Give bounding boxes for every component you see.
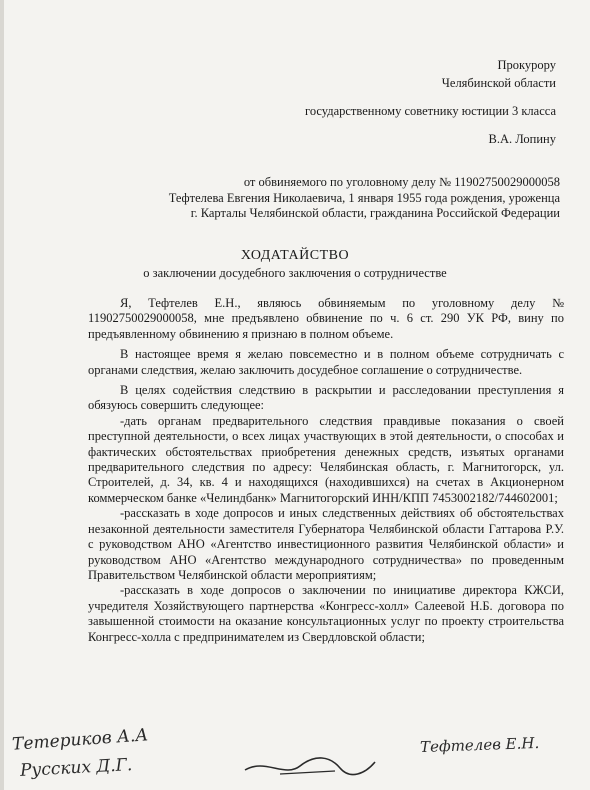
signature-2: Русских Д.Г. [19, 755, 133, 781]
addressee-block [305, 56, 556, 148]
list-item: -рассказать в ходе допросов о заключении по инициативе директора КЖСИ, учредителя Хозяйствующего партнерства «Конгресс-холл» Салеевой Н.Б. договора по завышенной стоимости на оказание консультационных услуг по проекту строительства Конгресс-холла с предпринимателем из Свердловской области; [88, 583, 564, 644]
signature-1: Тетериков А.А [11, 725, 149, 755]
paragraph: В настоящее время я желаю повсеместно и в полном объеме сотрудничать с органами следствия, желаю заключить досудебное соглашение о сотрудничестве. [88, 347, 564, 377]
addressee-line-4: В.А. Лопину [488, 132, 556, 146]
document-subtitle: о заключении досудебного заключения о сотрудничестве [143, 266, 447, 280]
scan-edge [0, 0, 4, 790]
addressee-line-2: Челябинской области [441, 76, 556, 90]
sender-block [110, 175, 560, 222]
sender-line-2: Тефтелева Евгения Николаевича, 1 января 1955 года рождения, уроженца [168, 190, 560, 205]
addressee-line-3: государственному советнику юстиции 3 класса [305, 104, 556, 118]
document-body [88, 296, 564, 650]
list-item: -дать органам предварительного следствия правдивые показания о своей преступной деятельности, о всех лицах участвующих в этой деятельности, о способах и фактических обстоятельствах приобретения денежных средств, изъятых органами предварительного следствия по адресу: Челябинская область, г. Магнитогорск, ул. Строителей, д. 34, кв. 4 и находящихся (находившихся) на счетах в Акционерном коммерческом банке «Челиндбанк» Магнитогорский ИНН/КПП 7453002182/744602001; [88, 413, 564, 505]
paragraph: В целях содействия следствию в раскрытии и расследовании преступления я обязуюсь совершить следующее: [88, 383, 564, 413]
paragraph: Я, Тефтелев Е.Н., являюсь обвиняемым по уголовному делу № 11902750029000058, мне предъявлено обвинение по ч. 6 ст. 290 УК РФ, вину по предъявленному обвинению я признаю в полном объеме. [88, 296, 564, 341]
signature-stroke [240, 752, 380, 782]
signatures-area [0, 722, 590, 790]
list-item: -рассказать в ходе допросов и иных следственных действиях об обстоятельствах незаконной деятельности заместителя Губернатора Челябинской области Гаттарова Р.У. с руководством АНО «Агентство инвестиционного развития Челябинской области» и руководством АНО «Агентство международного сотрудничества» по проведенным Правительством Челябинской области мероприятиям; [88, 506, 564, 582]
signature-3: Тефтелев Е.Н. [419, 733, 540, 757]
addressee-line-1: Прокурору [497, 58, 556, 72]
sender-line-3: г. Карталы Челябинской области, гражданина Российской Федерации [190, 206, 560, 220]
sender-line-1: от обвиняемого по уголовному делу № 11902750029000058 [243, 175, 560, 189]
document-title: ХОДАТАЙСТВО [240, 248, 350, 263]
